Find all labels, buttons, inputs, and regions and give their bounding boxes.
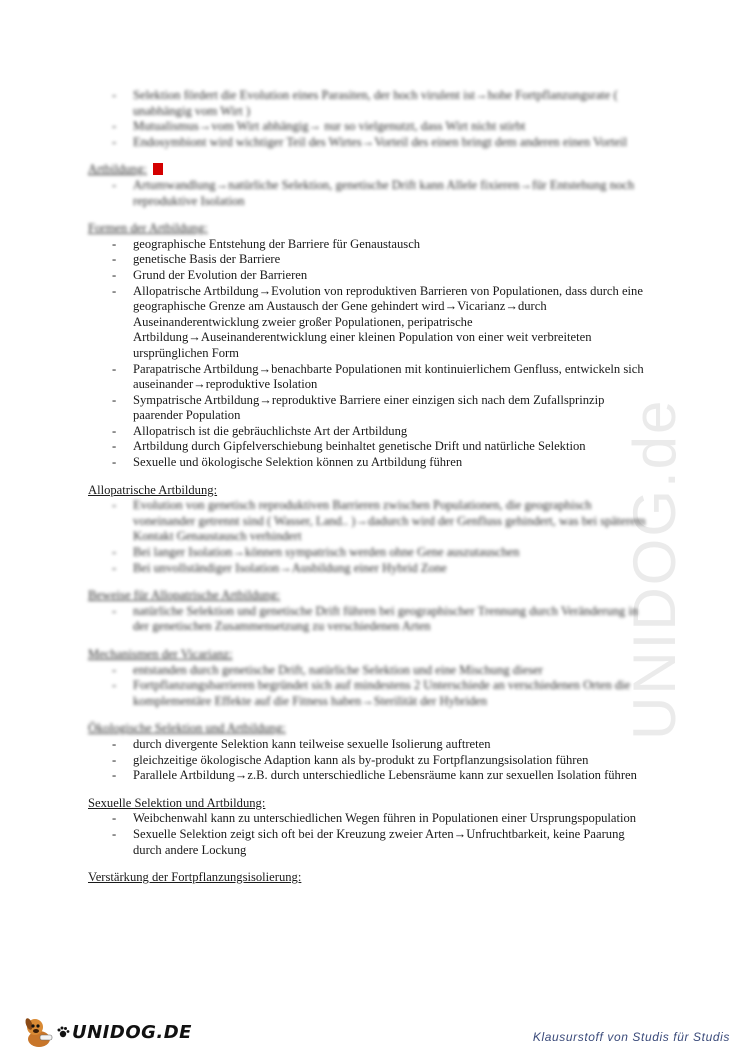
list-item: - Grund der Evolution der Barrieren [88,268,648,284]
artbildung-list [88,178,648,209]
section-mechanismen-heading: Mechanismen der Vicarianz: [88,647,233,661]
paw-icon [56,1025,70,1039]
dog-mascot-icon [22,1015,56,1049]
list-item: - Bei unvollständiger Isolation→Ausbildung einer Hybrid Zone [88,561,648,577]
list-item: - Sexuelle Selektion zeigt sich oft bei der Kreuzung zweier Arten→Unfruchtbarkeit, keine Paarung durch andere Lockung [88,827,648,858]
mechanismen-list [88,663,648,710]
intro-list [88,88,648,150]
list-item: - gleichzeitige ökologische Adaption kann als by-produkt zu Fortpflanzungsisolation führen [88,753,648,769]
red-marker-icon [153,163,163,175]
section-oekologische-heading: Ökologische Selektion und Artbildung: [88,721,286,736]
list-item: - durch divergente Selektion kann teilweise sexuelle Isolierung auftreten [88,737,648,753]
list-item: - Fortpflanzungsbarrieren begründet sich auf mindestens 2 Unterschiede an verschiedenen Orten die komplementäre Effekte auf die Fitness haben→Sterilität der Hybriden [88,678,648,709]
section-formen-heading: Formen der Artbildung: [88,221,208,236]
list-item: - Bei langer Isolation→können sympatrisch werden ohne Gene auszutauschen [88,545,648,561]
list-item: - Allopatrisch ist die gebräuchlichste Art der Artbildung [88,424,648,440]
list-item: - Mutualismus→vom Wirt abhängig→ nur so vielgenutzt, dass Wirt nicht stirbt [88,119,648,135]
list-item: - genetische Basis der Barriere [88,252,648,268]
section-sexuelle-heading: Sexuelle Selektion und Artbildung: [88,795,266,810]
section-artbildung-heading [88,162,648,178]
list-item: - Sexuelle und ökologische Selektion können zu Artbildung führen [88,455,648,471]
list-item: - Artbildung durch Gipfelverschiebung beinhaltet genetische Drift und natürliche Selektion [88,439,648,455]
section-beweise-heading: Beweise für Allopatrische Artbildung: [88,588,281,603]
list-item: - Endosymbiont wird wichtiger Teil des Wirtes→Vorteil des einen bringt dem anderen einen Vorteil [88,135,648,151]
sexuelle-list [88,811,648,858]
list-item: - Evolution von genetisch reproduktiven Barrieren zwischen Populationen, die geographisch voneinander getrennt sind ( Wasser, Land.. )→dadurch wird der Genfluss gehindert, was bei späterem Kontakt Genaustausch verhindert [88,498,648,545]
section-verstaerkung-heading: Verstärkung der Fortpflanzungsisolierung: [88,870,302,885]
heading-text: Artbildung: [88,162,147,177]
list-item: - entstanden durch genetische Drift, natürliche Selektion und eine Mischung dieser [88,663,648,679]
formen-list [88,237,648,471]
list-item: - natürliche Selektion und genetische Drift führen bei geographischer Trennung durch Veränderung in der genetischen Zusammensetzung zu verschiedenen Arten [88,604,648,635]
list-item: - Selektion fördert die Evolution eines Parasiten, der hoch virulent ist→hohe Fortpflanzungsrate ( unabhängig vom Wirt ) [88,88,648,119]
footer-logo[interactable] [22,1014,192,1050]
footer-tagline: Klausurstoff von Studis für Studis [532,1030,730,1044]
list-item: - Artumwandlung→natürliche Selektion, genetische Drift kann Allele fixieren→für Entstehung noch reproduktive Isolation [88,178,648,209]
list-item: - geographische Entstehung der Barriere für Genaustausch [88,237,648,253]
section-allopatrische-heading: Allopatrische Artbildung: [88,482,218,497]
list-item: - Sympatrische Artbildung→reproduktive Barriere einer einzigen sich nach dem Zufallsprinzip paarender Population [88,393,648,424]
oekologische-list [88,737,648,784]
list-item: - Parallele Artbildung→z.B. durch unterschiedliche Lebensräume kann zur sexuellen Isolation führen [88,768,648,784]
document-content [88,88,648,886]
allopatrische-list [88,498,648,576]
logo-text: UNIDOG.DE [72,1021,192,1043]
beweise-list [88,604,648,635]
watermark: UNIDOG.de [621,398,688,740]
list-item: - Allopatrische Artbildung→Evolution von reproduktiven Barrieren von Populationen, dass durch eine geographische Grenze am Austausch der Gene gehindert wird→Vicarianz→durch Auseinanderentwicklung zweier großer Populationen, peripatrische Artbildung→Auseinanderentwicklung einer kleinen Population von einer weit verbreiteten ursprünglichen Form [88,284,648,362]
list-item: - Weibchenwahl kann zu unterschiedlichen Wegen führen in Populationen einer Ursprungspopulation [88,811,648,827]
list-item: - Parapatrische Artbildung→benachbarte Populationen mit kontinuierlichem Genfluss, entwickeln sich auseinander→reproduktive Isolation [88,362,648,393]
